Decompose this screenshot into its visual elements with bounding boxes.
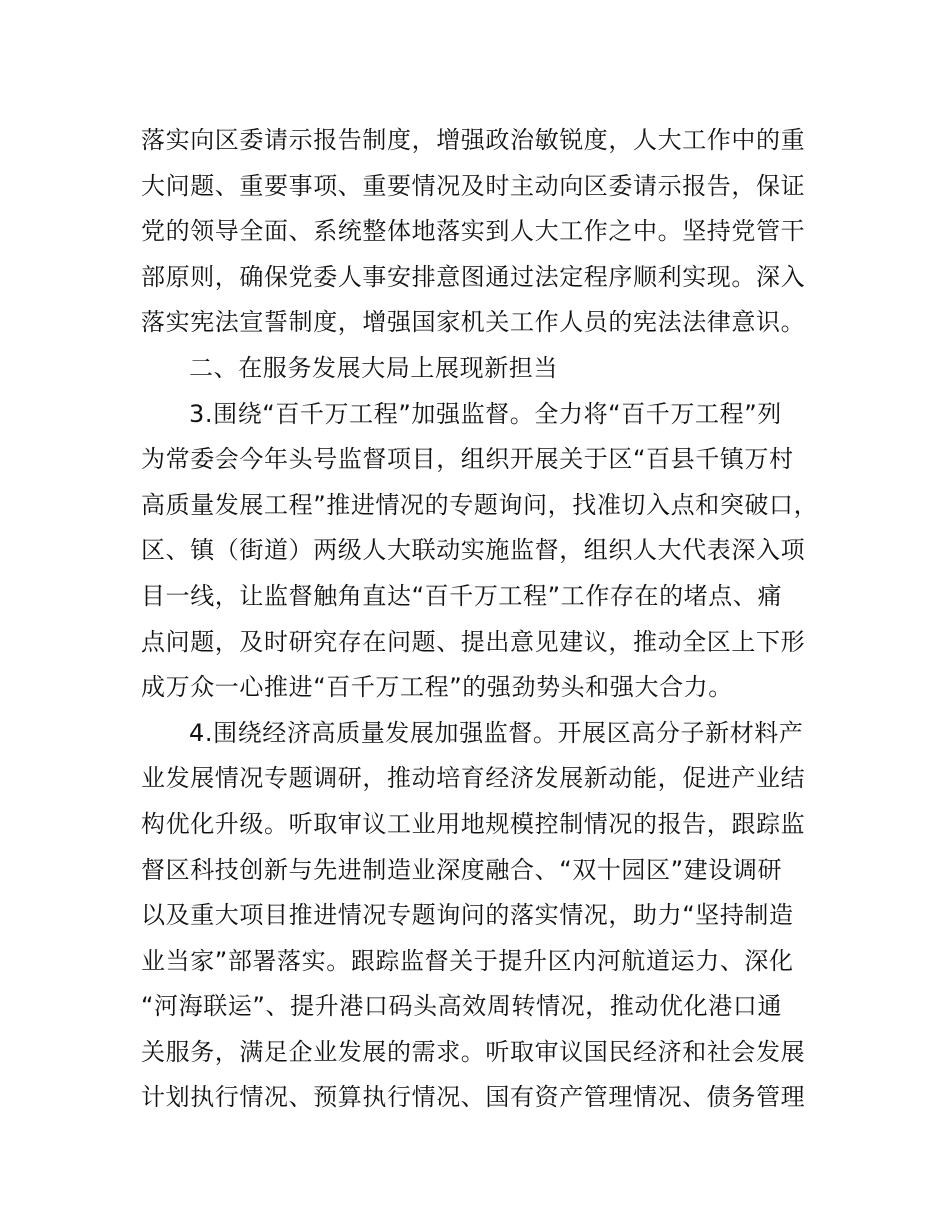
text-line: 大问题、重要事项、重要情况及时主动向区委请示报告，保证	[141, 171, 806, 200]
paragraph-first-line: 4.围绕经济高质量发展加强监督。开展区高分子新材料产	[189, 718, 804, 747]
text-line: 业当家”部署落实。跟踪监督关于提升区内河航道运力、深化	[141, 946, 794, 975]
text-line: 关服务，满足企业发展的需求。听取审议国民经济和社会发展	[141, 1037, 806, 1066]
text-line: 党的领导全面、系统整体地落实到人大工作之中。坚持党管干	[141, 217, 806, 246]
text-line: 落实向区委请示报告制度，增强政治敏锐度，人大工作中的重	[141, 126, 806, 154]
text-line: 部原则，确保党委人事安排意图通过法定程序顺利实现。深入	[141, 262, 806, 291]
text-line: 落实宪法宣誓制度，增强国家机关工作人员的宪法法律意识。	[141, 308, 806, 337]
text-line: 以及重大项目推进情况专题询问的落实情况，助力“坚持制造	[141, 901, 794, 930]
text-line: 业发展情况专题调研，推动培育经济发展新动能，促进产业结	[141, 764, 806, 793]
text-line: 点问题，及时研究存在问题、提出意见建议，推动全区上下形	[141, 627, 806, 656]
document-body	[141, 118, 841, 1121]
text-line: 督区科技创新与先进制造业深度融合、“双十园区”建设调研	[141, 855, 783, 884]
text-line: 区、镇（街道）两级人大联动实施监督，组织人大代表深入项	[141, 536, 806, 565]
text-line: 成万众一心推进“百千万工程”的强劲势头和强大合力。	[141, 673, 733, 702]
text-line: 构优化升级。听取审议工业用地规模控制情况的报告，跟踪监	[141, 809, 806, 838]
text-line: 计划执行情况、预算执行情况、国有资产管理情况、债务管理	[141, 1083, 806, 1112]
text-line: 目一线，让监督触角直达“百千万工程”工作存在的堵点、痛	[141, 581, 783, 610]
text-line: “河海联运”、提升港口码头高效周转情况，推动优化港口通	[141, 992, 783, 1021]
text-line: 高质量发展工程”推进情况的专题询问，找准切入点和突破口，	[141, 490, 819, 519]
text-line: 为常委会今年头号监督项目，组织开展关于区“百县千镇万村	[141, 445, 794, 474]
paragraph-first-line: 3.围绕“百千万工程”加强监督。全力将“百千万工程”列	[189, 399, 782, 428]
section-heading: 二、在服务发展大局上展现新担当	[189, 353, 558, 382]
